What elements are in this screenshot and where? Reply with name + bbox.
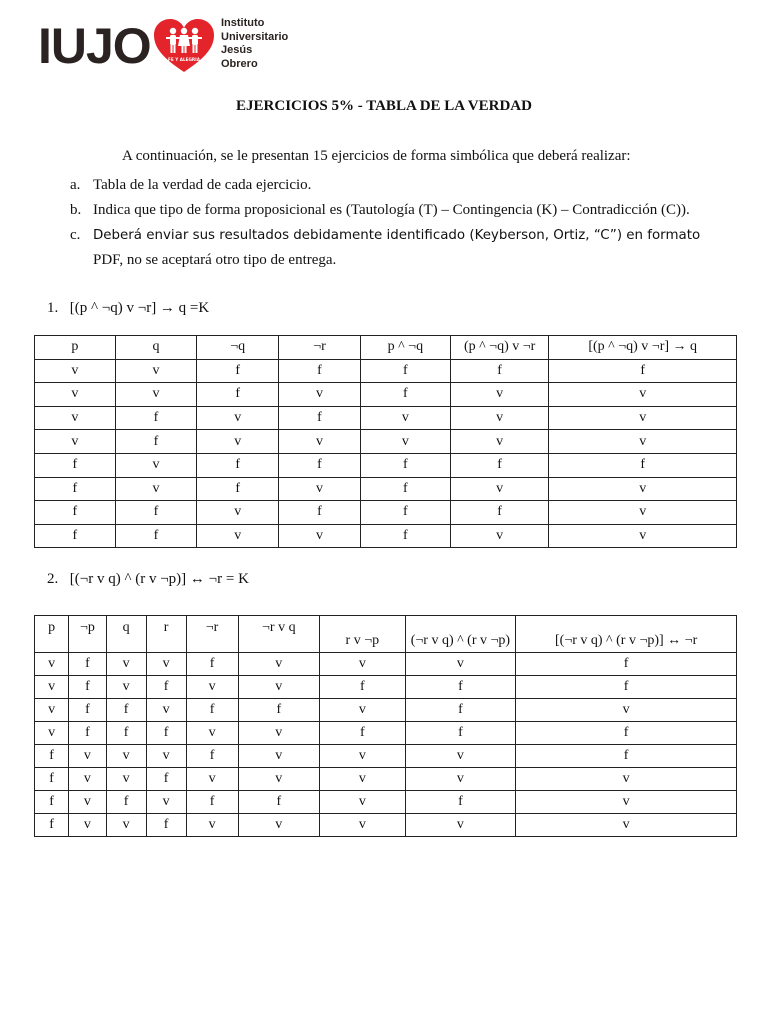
column-header: (¬r v q) ^ (r v ¬p)	[405, 616, 516, 653]
exercise-expression: [(p ^ ¬q) v ¬r] → q =K	[69, 300, 210, 316]
list-item-continuation: PDF, no se aceptará otro tipo de entrega.	[93, 252, 337, 268]
table-row	[35, 653, 737, 676]
table-cell: v	[360, 406, 450, 430]
table-cell: v	[405, 814, 516, 837]
column-header: ¬p	[69, 616, 106, 653]
table-cell: f	[320, 722, 405, 745]
table-cell: v	[186, 676, 238, 699]
table-cell: v	[69, 745, 106, 768]
intro-text: A continuación, se le presentan 15 ejercicios de forma simbólica que deberá realizar:	[122, 148, 631, 164]
table-cell: v	[320, 653, 405, 676]
column-header: r	[146, 616, 186, 653]
table-cell: f	[146, 676, 186, 699]
table-cell: v	[238, 768, 320, 791]
column-header: ¬r	[279, 336, 361, 360]
table-cell: f	[405, 791, 516, 814]
table-row	[35, 453, 737, 477]
column-header: ¬r	[186, 616, 238, 653]
page-title: EJERCICIOS 5% - TABLA DE LA VERDAD	[236, 98, 532, 114]
institution-name: Instituto Universitario Jesús Obrero	[221, 17, 289, 70]
table-row	[35, 477, 737, 501]
table-cell: v	[238, 653, 320, 676]
table-cell: v	[35, 430, 116, 454]
table-cell: f	[360, 524, 450, 548]
table-cell: v	[238, 745, 320, 768]
table-cell: f	[35, 791, 69, 814]
institution-logo	[38, 16, 298, 76]
table-cell: f	[35, 453, 116, 477]
table-row	[35, 359, 737, 383]
table-cell: f	[360, 477, 450, 501]
exercise-2-label: 2. [(¬r v q) ^ (r v ¬p)] ↔ ¬r = K	[47, 571, 249, 587]
column-header: [(p ^ ¬q) v ¬r] → q	[549, 336, 737, 360]
column-header: (p ^ ¬q) v ¬r	[450, 336, 549, 360]
column-header: p	[35, 616, 69, 653]
column-header: p ^ ¬q	[360, 336, 450, 360]
table-cell: v	[450, 477, 549, 501]
table-cell: f	[279, 453, 361, 477]
table-cell: v	[69, 791, 106, 814]
table-cell: f	[197, 383, 279, 407]
heart-children-icon	[153, 18, 215, 74]
table-row	[35, 791, 737, 814]
table-cell: f	[69, 699, 106, 722]
table-cell: v	[35, 676, 69, 699]
list-item: c. Deberá enviar sus resultados debidamente identificado (Keyberson, Ortiz, “C”) en formato	[70, 227, 701, 243]
table-cell: v	[549, 477, 737, 501]
table-cell: v	[35, 359, 116, 383]
table-cell: v	[450, 524, 549, 548]
table-cell: f	[35, 501, 116, 525]
table-row	[35, 768, 737, 791]
table-cell: v	[146, 699, 186, 722]
table-cell: v	[69, 768, 106, 791]
table-cell: v	[69, 814, 106, 837]
table-cell: f	[115, 406, 197, 430]
instruction-list	[70, 173, 730, 273]
table-cell: v	[516, 768, 737, 791]
table-cell: f	[115, 524, 197, 548]
table-cell: v	[450, 430, 549, 454]
table-cell: v	[35, 653, 69, 676]
table-cell: f	[106, 722, 146, 745]
table-cell: f	[450, 453, 549, 477]
table-cell: f	[405, 676, 516, 699]
table-row	[35, 430, 737, 454]
table-row	[35, 383, 737, 407]
table-cell: v	[146, 745, 186, 768]
table-cell: v	[35, 722, 69, 745]
table-cell: v	[197, 501, 279, 525]
table-cell: f	[279, 501, 361, 525]
table-cell: v	[279, 477, 361, 501]
table-cell: v	[186, 768, 238, 791]
table-cell: f	[35, 814, 69, 837]
table-cell: v	[549, 406, 737, 430]
truth-table-2	[34, 615, 737, 837]
table-cell: f	[360, 383, 450, 407]
table-row	[35, 524, 737, 548]
table-cell: f	[35, 768, 69, 791]
column-header: p	[35, 336, 116, 360]
table-cell: f	[450, 359, 549, 383]
table-cell: f	[35, 477, 116, 501]
table-cell: v	[197, 406, 279, 430]
table-cell: f	[146, 814, 186, 837]
column-header: q	[115, 336, 197, 360]
table-row	[35, 699, 737, 722]
column-header: ¬q	[197, 336, 279, 360]
table-cell: f	[238, 791, 320, 814]
table-cell: v	[405, 653, 516, 676]
logo-text: IUJO	[38, 18, 151, 74]
table-cell: f	[549, 453, 737, 477]
table-row	[35, 745, 737, 768]
column-header: ¬r v q	[238, 616, 320, 653]
table-cell: f	[146, 768, 186, 791]
table-cell: v	[549, 524, 737, 548]
table-cell: v	[320, 768, 405, 791]
table-cell: f	[197, 359, 279, 383]
table-cell: v	[197, 430, 279, 454]
table-cell: f	[115, 501, 197, 525]
list-item: a. Tabla de la verdad de cada ejercicio.	[70, 177, 312, 193]
column-header: q	[106, 616, 146, 653]
table-cell: f	[360, 501, 450, 525]
table-cell: v	[549, 430, 737, 454]
table-row	[35, 406, 737, 430]
table-cell: f	[450, 501, 549, 525]
table-cell: f	[279, 359, 361, 383]
table-cell: v	[516, 699, 737, 722]
table-cell: f	[360, 453, 450, 477]
table-cell: f	[115, 430, 197, 454]
table-cell: v	[115, 453, 197, 477]
table-cell: v	[106, 653, 146, 676]
table-cell: f	[106, 699, 146, 722]
table-cell: f	[549, 359, 737, 383]
table-cell: v	[279, 430, 361, 454]
table-cell: f	[320, 676, 405, 699]
table-cell: f	[516, 676, 737, 699]
table-cell: v	[279, 383, 361, 407]
table-cell: v	[360, 430, 450, 454]
column-header: [(¬r v q) ^ (r v ¬p)] ↔ ¬r	[516, 616, 737, 653]
table-cell: f	[186, 745, 238, 768]
table-cell: v	[115, 383, 197, 407]
table-cell: f	[197, 453, 279, 477]
table-cell: v	[106, 768, 146, 791]
table-header-row	[35, 336, 737, 360]
table-cell: v	[549, 501, 737, 525]
table-cell: v	[146, 653, 186, 676]
table-cell: v	[320, 745, 405, 768]
table-cell: f	[186, 699, 238, 722]
table-cell: v	[450, 406, 549, 430]
table-cell: v	[186, 814, 238, 837]
table-cell: v	[516, 791, 737, 814]
table-cell: f	[360, 359, 450, 383]
table-cell: f	[197, 477, 279, 501]
table-cell: v	[320, 814, 405, 837]
table-cell: v	[279, 524, 361, 548]
table-cell: f	[238, 699, 320, 722]
table-cell: v	[186, 722, 238, 745]
table-cell: f	[516, 722, 737, 745]
heart-logo-text: FE Y ALEGRIA	[168, 57, 200, 62]
table-cell: f	[35, 524, 116, 548]
table-cell: f	[106, 791, 146, 814]
table-header-row	[35, 616, 737, 653]
table-cell: v	[238, 676, 320, 699]
table-cell: v	[238, 814, 320, 837]
table-cell: v	[320, 699, 405, 722]
table-cell: v	[238, 722, 320, 745]
table-cell: f	[35, 745, 69, 768]
table-cell: v	[35, 383, 116, 407]
table-cell: v	[115, 477, 197, 501]
exercise-1-label: 1. [(p ^ ¬q) v ¬r] → q =K	[47, 300, 210, 316]
table-cell: f	[69, 722, 106, 745]
table-cell: v	[516, 814, 737, 837]
table-row	[35, 814, 737, 837]
table-cell: v	[115, 359, 197, 383]
table-row	[35, 676, 737, 699]
table-cell: v	[549, 383, 737, 407]
table-cell: v	[450, 383, 549, 407]
table-cell: f	[279, 406, 361, 430]
table-cell: v	[106, 676, 146, 699]
table-cell: v	[35, 699, 69, 722]
table-cell: f	[69, 653, 106, 676]
table-cell: v	[197, 524, 279, 548]
table-cell: f	[516, 653, 737, 676]
column-header: r v ¬p	[320, 616, 405, 653]
table-cell: f	[405, 699, 516, 722]
table-cell: f	[146, 722, 186, 745]
table-row	[35, 722, 737, 745]
truth-table-1	[34, 335, 737, 548]
table-cell: v	[35, 406, 116, 430]
table-cell: f	[186, 791, 238, 814]
table-cell: v	[405, 745, 516, 768]
table-cell: v	[405, 768, 516, 791]
table-cell: f	[516, 745, 737, 768]
exercise-expression: [(¬r v q) ^ (r v ¬p)] ↔ ¬r = K	[69, 571, 249, 587]
table-cell: v	[320, 791, 405, 814]
table-cell: v	[106, 745, 146, 768]
table-row	[35, 501, 737, 525]
table-cell: f	[69, 676, 106, 699]
table-cell: v	[146, 791, 186, 814]
table-cell: f	[405, 722, 516, 745]
table-cell: f	[186, 653, 238, 676]
table-cell: v	[106, 814, 146, 837]
list-item: b. Indica que tipo de forma proposicional es (Tautología (T) – Contingencia (K) – Contradicción (C)).	[70, 202, 690, 218]
